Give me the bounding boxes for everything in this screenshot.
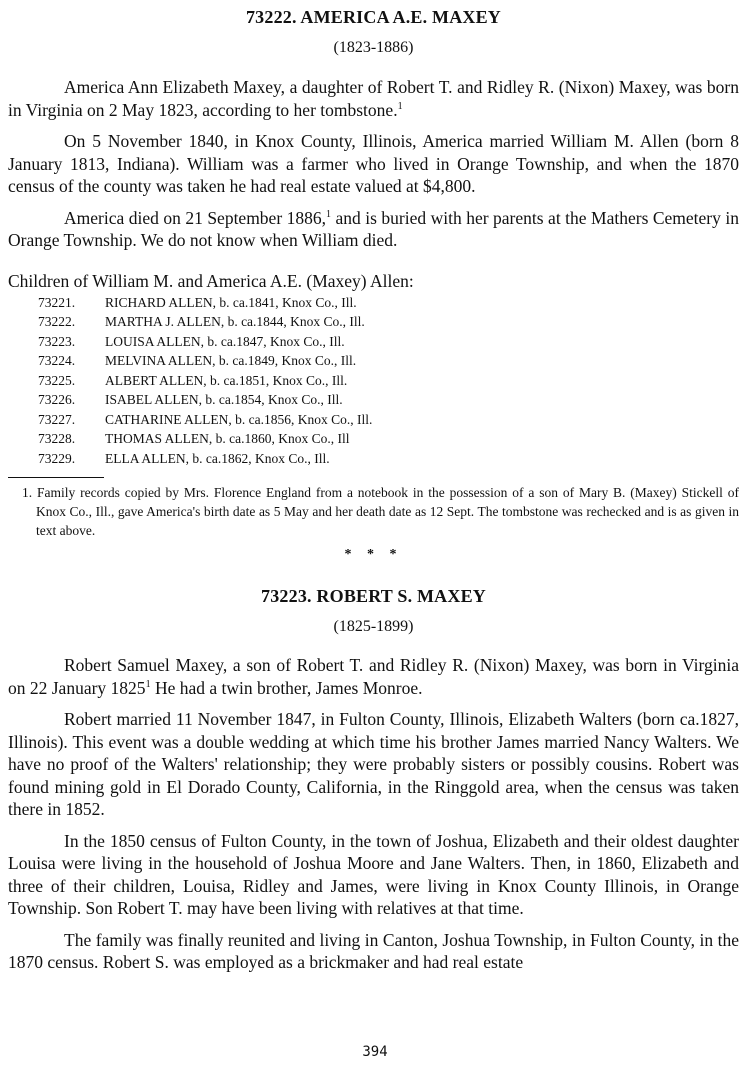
section-title-robert: 73223. ROBERT S. MAXEY (261, 586, 486, 606)
list-item (38, 351, 739, 371)
child-number: 73223. (38, 333, 76, 349)
footnote-divider (8, 477, 104, 478)
footnote-ref[interactable]: 1 (397, 100, 403, 112)
children-heading: Children of William M. and America A.E. (Maxey) Allen: (8, 270, 414, 291)
child-number: 73228. (38, 431, 76, 446)
section-title-america: 73222. AMERICA A.E. MAXEY (245, 7, 501, 27)
section-separator: * * * (344, 547, 403, 562)
child-entry: ELLA ALLEN, b. ca.1862, Knox Co., Ill. (105, 450, 330, 466)
list-item (38, 429, 739, 449)
page-number: 394 (362, 1044, 388, 1060)
list-item (38, 312, 739, 332)
child-number: 73225. (38, 372, 76, 388)
child-entry: ISABEL ALLEN, b. ca.1854, Knox Co., Ill. (105, 392, 343, 407)
child-number: 73226. (38, 392, 76, 407)
section-years-america: (1823-1886) (333, 39, 414, 56)
child-entry: LOUISA ALLEN, b. ca.1847, Knox Co., Ill. (105, 333, 345, 349)
list-item (38, 449, 739, 469)
paragraph-birth (8, 76, 739, 121)
document-page (8, 6, 739, 974)
paragraph-text: Robert Samuel Maxey, a son of Robert T. and Ridley R. (Nixon) Maxey, was born in Virginia on 22 January 1825 (8, 655, 739, 698)
child-entry: MELVINA ALLEN, b. ca.1849, Knox Co., Ill. (105, 353, 357, 368)
paragraph-text: America Ann Elizabeth Maxey, a daughter of Robert T. and Ridley R. (Nixon) Maxey, was born in Virginia on 2 May 1823, according to her tombstone. (8, 77, 739, 120)
child-number: 73229. (38, 450, 76, 466)
child-entry: ALBERT ALLEN, b. ca.1851, Knox Co., Ill. (105, 372, 348, 388)
child-number: 73221. (38, 294, 76, 310)
list-item (38, 332, 739, 352)
child-entry: RICHARD ALLEN, b. ca.1841, Knox Co., Ill. (105, 294, 357, 310)
paragraph-death (8, 207, 739, 252)
child-number: 73222. (38, 314, 76, 329)
footnote-ref[interactable]: 1 (326, 208, 332, 220)
paragraph-marriage-robert: Robert married 11 November 1847, in Fulton County, Illinois, Elizabeth Walters (born ca.1827, Illinois). This event was a double wedding at which time his brother James married Nancy Walters. We have no proof of the Walters' relationship; they were probably sisters or possibly cousins. Robert was found mining gold in El Dorado County, California, in the Ringgold area, when the census was taken there in 1852. (8, 709, 739, 819)
section-years-robert: (1825-1899) (333, 618, 414, 635)
paragraph-text: and is buried with her parents at the Mathers Cemetery in Orange Township. We do not know when William died. (8, 207, 739, 250)
paragraph-reunited-robert: The family was finally reunited and living in Canton, Joshua Township, in Fulton County, in the 1870 census. Robert S. was employed as a brickmaker and had real estate (8, 929, 739, 972)
child-number: 73227. (38, 411, 76, 427)
list-item (38, 371, 739, 391)
child-entry: CATHARINE ALLEN, b. ca.1856, Knox Co., Ill. (105, 411, 373, 427)
list-item (38, 293, 739, 313)
list-item (38, 390, 739, 410)
child-number: 73224. (38, 353, 76, 368)
paragraph-text: America died on 21 September 1886, (64, 207, 327, 228)
list-item (38, 410, 739, 430)
footnote-ref[interactable]: 1 (145, 678, 151, 690)
paragraph-birth-robert (8, 654, 739, 699)
footnote: 1. Family records copied by Mrs. Florence England from a notebook in the possession of a son of Mary B. (Maxey) Stickell of Knox Co., Ill., gave America's birth date as 5 May and her death date as 12 Sept. The tombstone was rechecked and is as given in text above. (22, 485, 739, 538)
paragraph-text: He had a twin brother, James Monroe. (150, 677, 423, 698)
paragraph-census-robert: In the 1850 census of Fulton County, in the town of Joshua, Elizabeth and their oldest daughter Louisa were living in the household of Joshua Moore and Jane Walters. Then, in 1860, Elizabeth and three of their children, Louisa, Ridley and James, were living in Knox County Illinois, in Orange Township. Son Robert T. may have been living with relatives at that time. (8, 830, 739, 918)
child-entry: THOMAS ALLEN, b. ca.1860, Knox Co., Ill (105, 431, 350, 446)
child-entry: MARTHA J. ALLEN, b. ca.1844, Knox Co., Ill. (105, 314, 365, 329)
paragraph-marriage: On 5 November 1840, in Knox County, Illinois, America married William M. Allen (born 8 January 1813, Indiana). William was a farmer who lived in Orange Township, and when the 1870 census of the county was taken he had real estate valued at $4,800. (8, 131, 739, 196)
children-list (38, 293, 739, 469)
